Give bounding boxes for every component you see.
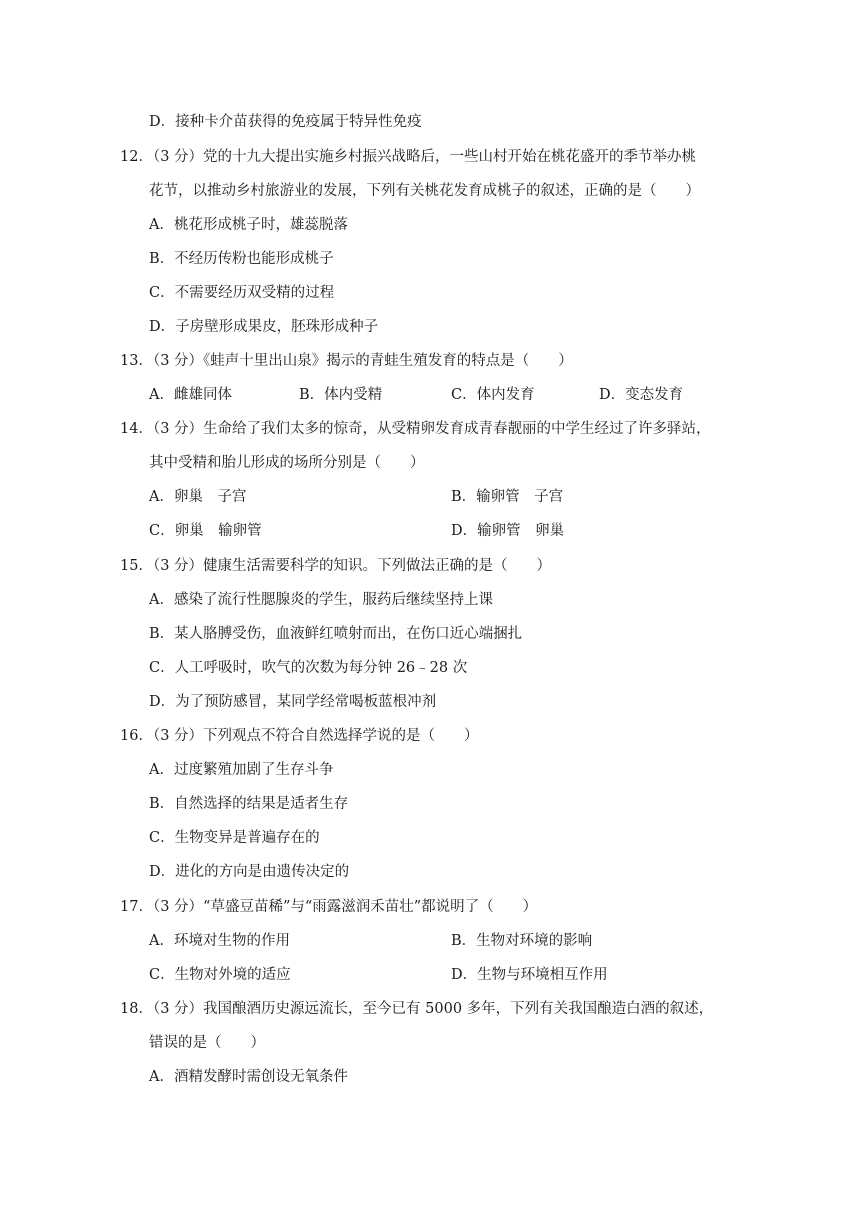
q15-stem: 15．（3 分）健康生活需要科学的知识。下列做法正确的是（ ）: [120, 558, 552, 574]
q16-option-a: A．过度繁殖加剧了生存斗争: [149, 762, 334, 778]
q14-stem-line1: 14．（3 分）生命给了我们太多的惊奇，从受精卵发育成青春靓丽的中学生经过了许多驿站，: [120, 421, 711, 437]
q15-option-d: D．为了预防感冒，某同学经常喝板蓝根冲剂: [149, 694, 437, 710]
q12-option-c: C．不需要经历双受精的过程: [149, 285, 335, 301]
q13-option-d: D．变态发育: [599, 387, 684, 403]
q14-option-c: C．卵巢 输卵管: [149, 523, 262, 539]
q18-stem-line2: 错误的是（ ）: [149, 1035, 265, 1051]
q14-option-b: B．输卵管 子宫: [451, 489, 564, 505]
q13-option-a: A．雌雄同体: [149, 387, 232, 403]
q15-option-b: B．某人胳膊受伤，血液鲜红喷射而出，在伤口近心端捆扎: [149, 626, 523, 642]
q17-stem: 17．（3 分）“草盛豆苗稀”与“雨露滋润禾苗壮”都说明了（ ）: [120, 899, 538, 915]
q17-option-d: D．生物与环境相互作用: [451, 967, 608, 983]
q17-option-b: B．生物对环境的影响: [451, 933, 593, 949]
q15-option-c: C．人工呼吸时，吹气的次数为每分钟 26﹣28 次: [149, 660, 468, 676]
q14-stem-line2: 其中受精和胎儿形成的场所分别是（ ）: [149, 455, 425, 471]
q12-stem-line2: 花节，以推动乡村旅游业的发展，下列有关桃花发育成桃子的叙述，正确的是（ ）: [149, 183, 700, 199]
q12-stem-line1: 12．（3 分）党的十九大提出实施乡村振兴战略后，一些山村开始在桃花盛开的季节举办桃: [120, 149, 697, 165]
q14-option-a: A．卵巢 子宫: [149, 489, 247, 505]
q18-stem-line1: 18．（3 分）我国酿酒历史源远流长，至今已有 5000 多年，下列有关我国酿造白酒的叙述，: [120, 1001, 714, 1017]
q13-stem: 13．（3 分）《蛙声十里出山泉》揭示的青蛙生殖发育的特点是（ ）: [120, 353, 573, 369]
q17-option-a: A．环境对生物的作用: [149, 933, 290, 949]
q17-option-c: C．生物对外境的适应: [149, 967, 291, 983]
q14-option-d: D．输卵管 卵巢: [451, 523, 565, 539]
q12-option-b: B．不经历传粉也能形成桃子: [149, 251, 334, 267]
q16-option-d: D．进化的方向是由遗传决定的: [149, 864, 350, 880]
q13-option-c: C．体内发育: [451, 387, 535, 403]
q12-option-a: A．桃花形成桃子时，雄蕊脱落: [149, 217, 348, 233]
q11-option-d: D．接种卡介苗获得的免疫属于特异性免疫: [149, 114, 422, 130]
q13-option-b: B．体内受精: [299, 387, 383, 403]
q15-option-a: A．感染了流行性腮腺炎的学生，服药后继续坚持上课: [149, 592, 493, 608]
q16-option-c: C．生物变异是普遍存在的: [149, 830, 320, 846]
q16-option-b: B．自然选择的结果是适者生存: [149, 796, 349, 812]
q16-stem: 16．（3 分）下列观点不符合自然选择学说的是（ ）: [120, 728, 479, 744]
q12-option-d: D．子房壁形成果皮，胚珠形成种子: [149, 319, 379, 335]
q18-option-a: A．酒精发酵时需创设无氧条件: [149, 1069, 348, 1085]
